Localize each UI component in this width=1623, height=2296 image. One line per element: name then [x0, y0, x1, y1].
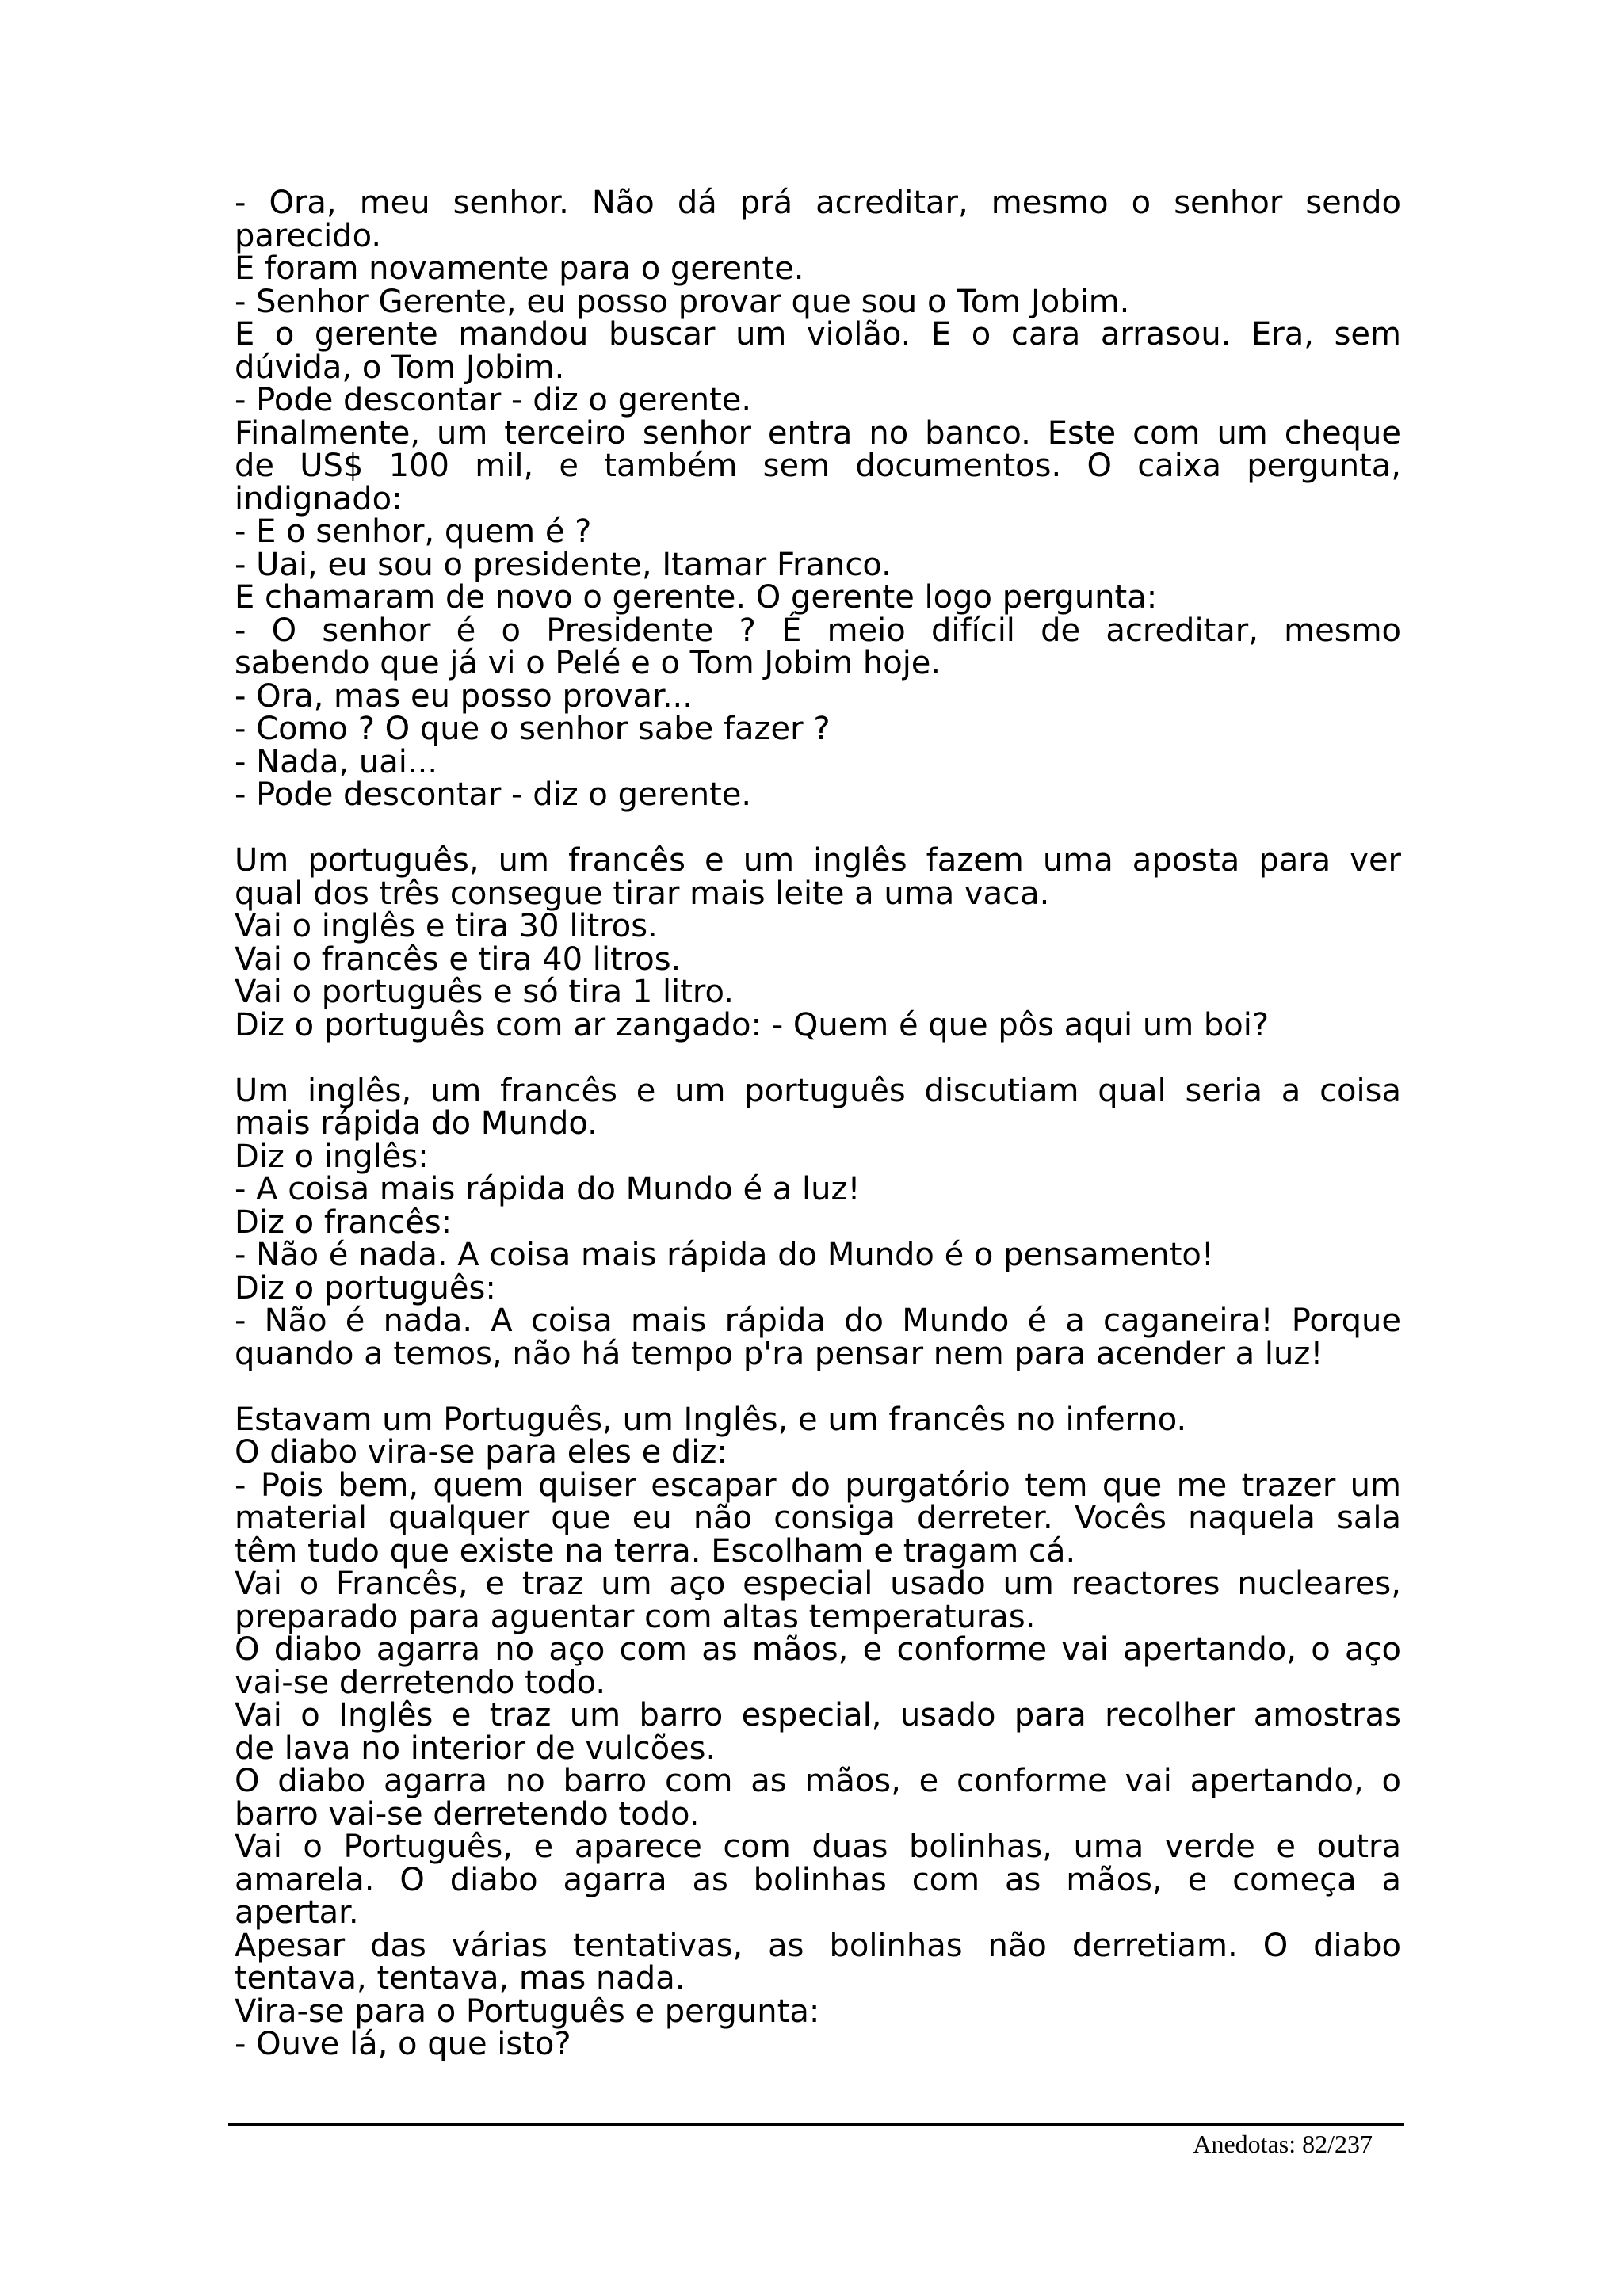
text-line: E o gerente mandou buscar um violão. E o cara arrasou. Era, sem [235, 316, 1401, 353]
text-line: amarela. O diabo agarra as bolinhas com as mãos, e começa a [235, 1861, 1401, 1898]
text-line: Vai o Francês, e traz um aço especial usado um reactores nucleares, [235, 1566, 1401, 1602]
text-line: Vira-se para o Português e pergunta: [235, 1993, 820, 2030]
text-line: - Pode descontar - diz o gerente. [235, 776, 752, 813]
text-line: - Pois bem, quem quiser escapar do purgatório tem que me trazer um [235, 1466, 1401, 1504]
text-line: têm tudo que existe na terra. Escolham e tragam cá. [235, 1532, 1076, 1569]
text-line: - Pode descontar - diz o gerente. [235, 382, 752, 418]
text-line: - O senhor é o Presidente ? É meio difícil de acreditar, mesmo [235, 612, 1401, 649]
text-line: Vai o francês e tira 40 litros. [235, 940, 682, 978]
text-line: - Ora, mas eu posso provar... [235, 677, 693, 715]
text-line: qual dos três consegue tirar mais leite a uma vaca. [235, 875, 1050, 912]
page-number: Anedotas: 82/237 [1193, 2130, 1373, 2158]
text-line: parecido. [235, 217, 382, 254]
text-line: Apesar das várias tentativas, as bolinhas não derretiam. O diabo [235, 1927, 1401, 1964]
text-line: material qualquer que eu não consiga derreter. Vocês naquela sala [235, 1500, 1401, 1536]
text-line: - A coisa mais rápida do Mundo é a luz! [235, 1171, 861, 1207]
text-line: de lava no interior de vulcões. [235, 1730, 716, 1767]
text-line: Vai o Português, e aparece com duas bolinhas, uma verde e outra [235, 1829, 1401, 1865]
text-line: Estavam um Português, um Inglês, e um francês no inferno. [235, 1401, 1187, 1438]
text-line: Vai o português e só tira 1 litro. [235, 974, 734, 1010]
text-line: - Nada, uai... [235, 743, 438, 780]
body-text [235, 187, 1401, 2061]
text-line: Finalmente, um terceiro senhor entra no banco. Este com um cheque [235, 414, 1401, 452]
text-line: Vai o Inglês e traz um barro especial, usado para recolher amostras [235, 1697, 1401, 1733]
text-line: Diz o inglês: [235, 1138, 429, 1175]
text-line: E foram novamente para o gerente. [235, 250, 804, 287]
text-line: Um português, um francês e um inglês fazem uma aposta para ver [235, 842, 1401, 879]
text-line: preparado para aguentar com altas temperaturas. [235, 1598, 1036, 1635]
text-line: Diz o francês: [235, 1203, 453, 1241]
text-line: Vai o inglês e tira 30 litros. [235, 908, 658, 944]
text-line: - Não é nada. A coisa mais rápida do Mundo é o pensamento! [235, 1237, 1214, 1273]
text-line: tentava, tentava, mas nada. [235, 1960, 685, 1997]
text-line: O diabo agarra no aço com as mãos, e conforme vai apertando, o aço [235, 1631, 1401, 1668]
text-line: - E o senhor, quem é ? [235, 513, 592, 550]
text-line: E chamaram de novo o gerente. O gerente logo pergunta: [235, 579, 1158, 616]
text-line: quando a temos, não há tempo p'ra pensar nem para acender a luz! [235, 1335, 1323, 1372]
paragraph-gap [235, 1042, 1401, 1075]
text-line: dúvida, o Tom Jobim. [235, 349, 565, 386]
text-line: - Senhor Gerente, eu posso provar que sou o Tom Jobim. [235, 283, 1130, 320]
text-line: Diz o português com ar zangado: - Quem é que pôs aqui um boi? [235, 1006, 1270, 1043]
text-line: - Ora, meu senhor. Não dá prá acreditar, mesmo o senhor sendo [235, 185, 1401, 221]
paragraph-gap [235, 1371, 1401, 1404]
text-line: vai-se derretendo todo. [235, 1664, 606, 1701]
text-line: indignado: [235, 480, 403, 517]
text-line: barro vai-se derretendo todo. [235, 1795, 700, 1833]
text-line: apertar. [235, 1894, 359, 1931]
text-line: sabendo que já vi o Pelé e o Tom Jobim hoje. [235, 645, 941, 681]
text-line: Um inglês, um francês e um português discutiam qual seria a coisa [235, 1072, 1401, 1109]
text-line: - Ouve lá, o que isto? [235, 2026, 571, 2062]
text-line: - Como ? O que o senhor sabe fazer ? [235, 711, 831, 747]
text-line: de US$ 100 mil, e também sem documentos. O caixa pergunta, [235, 448, 1401, 484]
text-line: - Uai, eu sou o presidente, Itamar Franco. [235, 546, 892, 583]
text-line: O diabo agarra no barro com as mãos, e conforme vai apertando, o [235, 1763, 1401, 1799]
text-line: O diabo vira-se para eles e diz: [235, 1434, 727, 1470]
text-line: Diz o português: [235, 1269, 496, 1306]
text-line: mais rápida do Mundo. [235, 1105, 598, 1142]
footer-divider [228, 2123, 1404, 2126]
paragraph-gap [235, 812, 1401, 845]
text-line: - Não é nada. A coisa mais rápida do Mundo é a caganeira! Porque [235, 1302, 1401, 1339]
